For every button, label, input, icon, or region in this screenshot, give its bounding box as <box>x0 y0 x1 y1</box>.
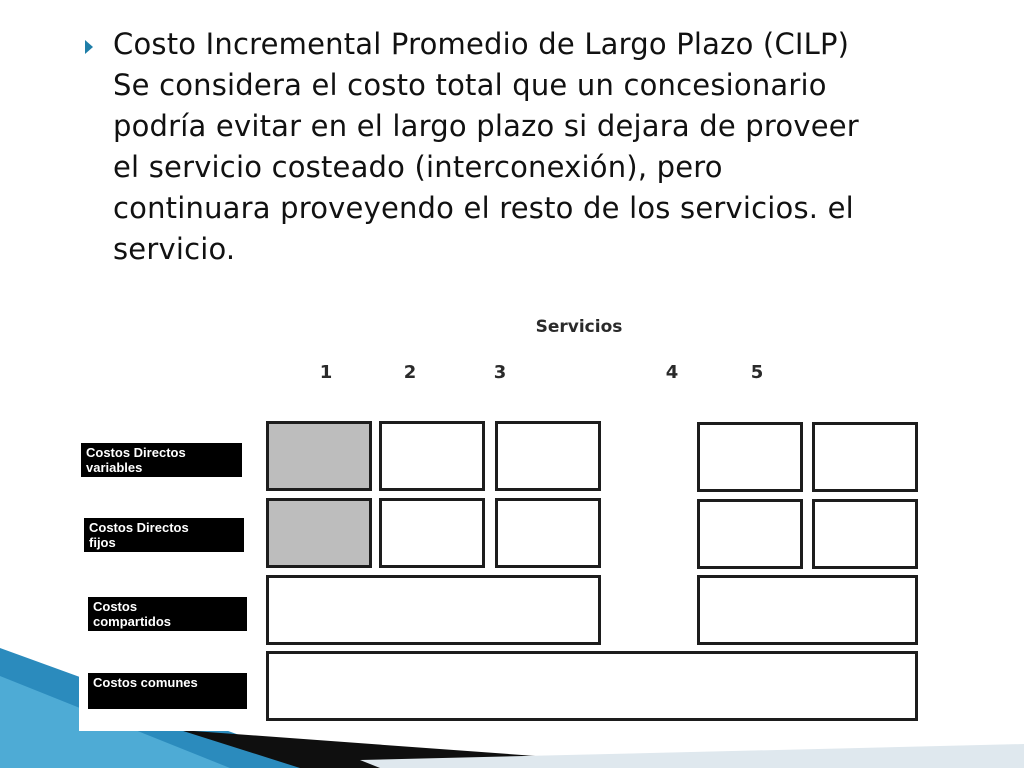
label-line: Costos comunes <box>93 675 198 690</box>
slide-text-line: Costo Incremental Promedio de Largo Plazo (CILP) <box>113 27 850 61</box>
box-direct-fixed-service-4 <box>697 499 803 569</box>
label-line: compartidos <box>93 614 172 629</box>
cost-diagram <box>79 301 943 731</box>
label-line: fijos <box>89 535 116 550</box>
slide-text-line: servicio. <box>113 232 236 266</box>
label-direct-variable-costs <box>81 443 242 477</box>
label-line: Costos Directos <box>89 520 189 535</box>
box-direct-fixed-service-5 <box>812 499 918 569</box>
label-line: Costos <box>93 599 138 614</box>
label-line: Costos Directos <box>86 445 186 460</box>
box-common-costs-all-services <box>266 651 918 721</box>
label-common-costs <box>88 673 247 709</box>
service-number-2: 2 <box>403 362 417 383</box>
box-direct-variable-service-2 <box>379 421 485 491</box>
service-number-5: 5 <box>750 362 764 383</box>
box-direct-fixed-service-1 <box>266 498 372 568</box>
box-direct-variable-service-5 <box>812 422 918 492</box>
box-shared-services-4-5 <box>697 575 918 645</box>
box-direct-fixed-service-2 <box>379 498 485 568</box>
slide-text-line: podría evitar en el largo plazo si dejara de proveer <box>113 109 859 143</box>
service-number-1: 1 <box>319 362 333 383</box>
bullet-arrow-icon <box>84 40 94 54</box>
box-direct-variable-service-3 <box>495 421 601 491</box>
slide-text-line: Se considera el costo total que un concesionario <box>113 68 827 102</box>
service-number-3: 3 <box>493 362 507 383</box>
label-direct-fixed-costs <box>84 518 244 552</box>
box-direct-variable-service-4 <box>697 422 803 492</box>
box-direct-fixed-service-3 <box>495 498 601 568</box>
box-direct-variable-service-1 <box>266 421 372 491</box>
label-shared-costs <box>88 597 247 631</box>
label-line: variables <box>86 460 143 475</box>
service-number-4: 4 <box>665 362 679 383</box>
slide-text-line: el servicio costeado (interconexión), pero <box>113 150 723 184</box>
diagram-title: Servicios <box>535 317 623 337</box>
slide-text-line: continuara proveyendo el resto de los servicios. el <box>113 191 854 225</box>
box-shared-services-1-3 <box>266 575 601 645</box>
slide-body-text <box>113 24 983 270</box>
